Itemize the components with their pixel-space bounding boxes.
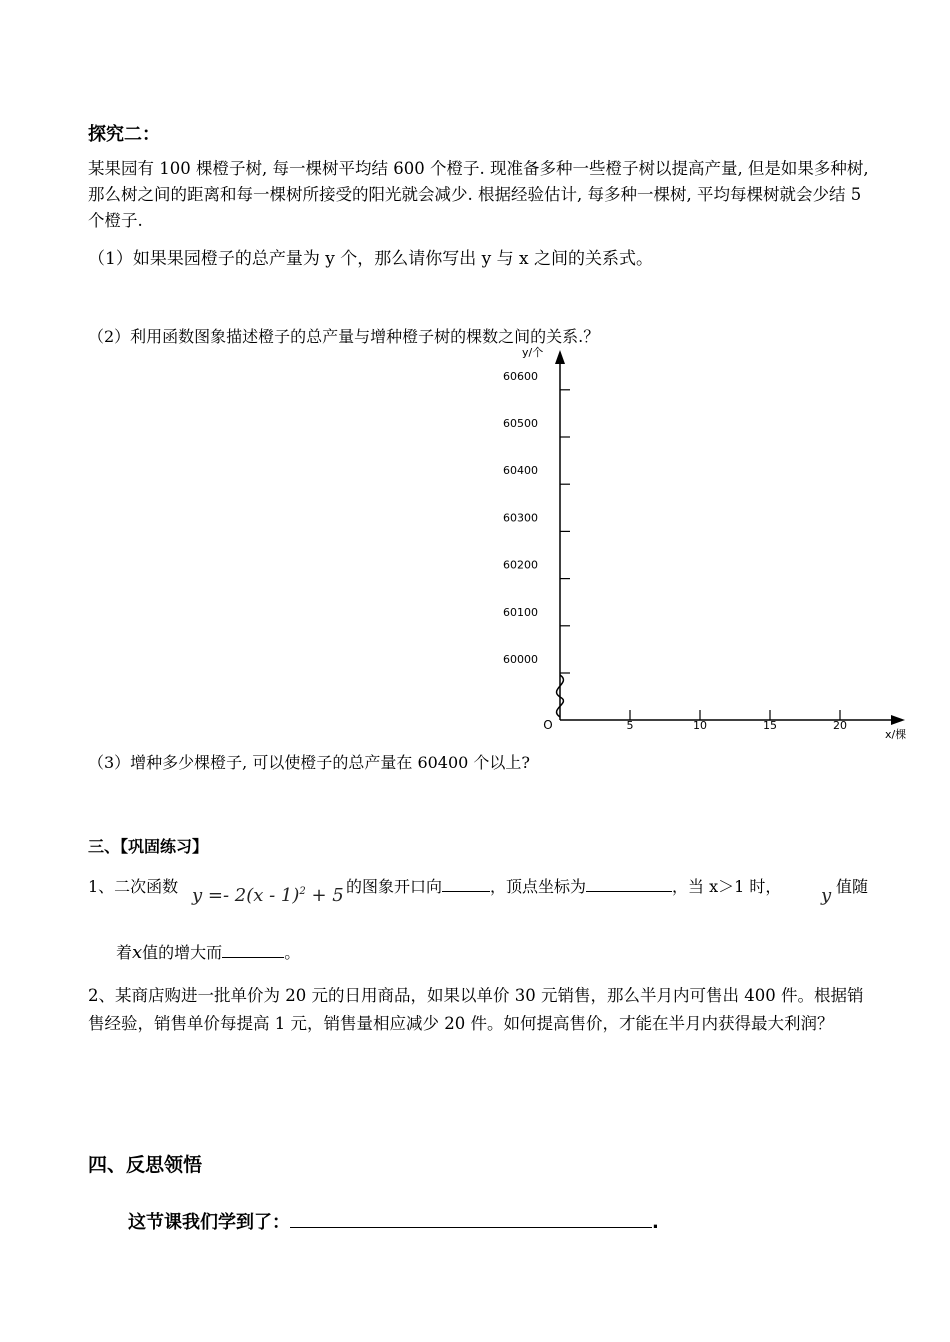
reflection-prompt: 这节课我们学到了： [128,1212,290,1233]
y-tick-label: 60600 [503,369,538,383]
exercise-1-formula [192,885,344,906]
question-1: （1）如果果园橙子的总产量为 y 个，那么请你写出 y 与 x 之间的关系式。 [88,249,654,269]
reflection-line [128,1208,659,1234]
x-axis-label: x/棵 [885,728,907,741]
exercise-2: 2、某商店购进一批单价为 20 元的日用商品，如果以单价 30 元销售，那么半月内可售出 400 件。根据销售经验，销售单价每提高 1 元，销售量相应减少 20 件。如何提高售价，才能在半月内获得最大利润？ [88,986,864,1033]
formula-tail: + 5 [305,885,344,906]
exercise-1-mid3: ，当 x＞1 时， [672,877,782,896]
exercise-1-line2-end: 。 [284,943,301,962]
section2-problem: 某果园有 100 棵橙子树, 每一棵树平均结 600 个橙子. 现准备多种一些橙子树以提高产量, 但是如果多种树, 那么树之间的距离和每一棵树所接受的阳光就会减少. 根据经验估计, 每多种一棵树, 平均每棵树就会少结 5 个橙子. [88,159,869,230]
y-tick-label: 60000 [503,653,538,666]
exercise-1-line2 [116,940,300,963]
y-tick-label: 60300 [503,511,538,525]
origin-label: O [543,718,553,732]
section4-heading: 四、反思领悟 [88,1154,203,1176]
x-axis-arrow [891,715,905,725]
y-axis-arrow [555,350,565,364]
question-2: （2）利用函数图象描述橙子的总产量与增种橙子树的棵数之间的关系.？ [88,327,600,346]
section3-heading: 三、【巩固练习】 [88,837,209,856]
exercise-1-line2-mid: 值的增大而 [142,943,223,962]
formula-exponent: 2 [299,886,306,897]
exercise-1-mid1: 的图象开口向 [346,877,443,896]
formula-body: y =- 2(x - 1) [192,885,300,906]
x-tick-label: 15 [763,719,777,732]
exercise-1-end: 值随 [836,877,869,896]
y-tick-label: 60100 [503,605,538,619]
y-tick-label: 60200 [503,558,538,572]
exercise-1-y-symbol: y [821,885,832,906]
exercise-1-mid2: ，顶点坐标为 [490,877,587,896]
section2-heading: 探究二： [88,124,160,145]
x-symbol: x [132,942,143,963]
answer-blank-opening[interactable] [442,875,490,892]
y-axis-label: y/个 [522,346,544,359]
answer-blank-trend[interactable] [222,941,284,958]
x-tick-label: 20 [833,719,847,732]
y-tick-label: 60500 [503,417,538,430]
reflection-answer-blank[interactable] [290,1209,652,1228]
exercise-1-text [346,874,781,897]
answer-blank-vertex[interactable] [586,875,672,892]
x-tick-label: 10 [693,719,707,732]
orange-yield-chart [480,340,920,745]
reflection-end: . [652,1212,659,1233]
y-tick-label: 60400 [503,464,538,478]
question-3: （3）增种多少棵橙子, 可以使橙子的总产量在 60400 个以上? [88,753,531,772]
exercise-1-line2-prefix: 着 [116,943,133,962]
exercise-1-prefix: 1、二次函数 [88,877,179,896]
x-tick-label: 5 [626,719,634,732]
